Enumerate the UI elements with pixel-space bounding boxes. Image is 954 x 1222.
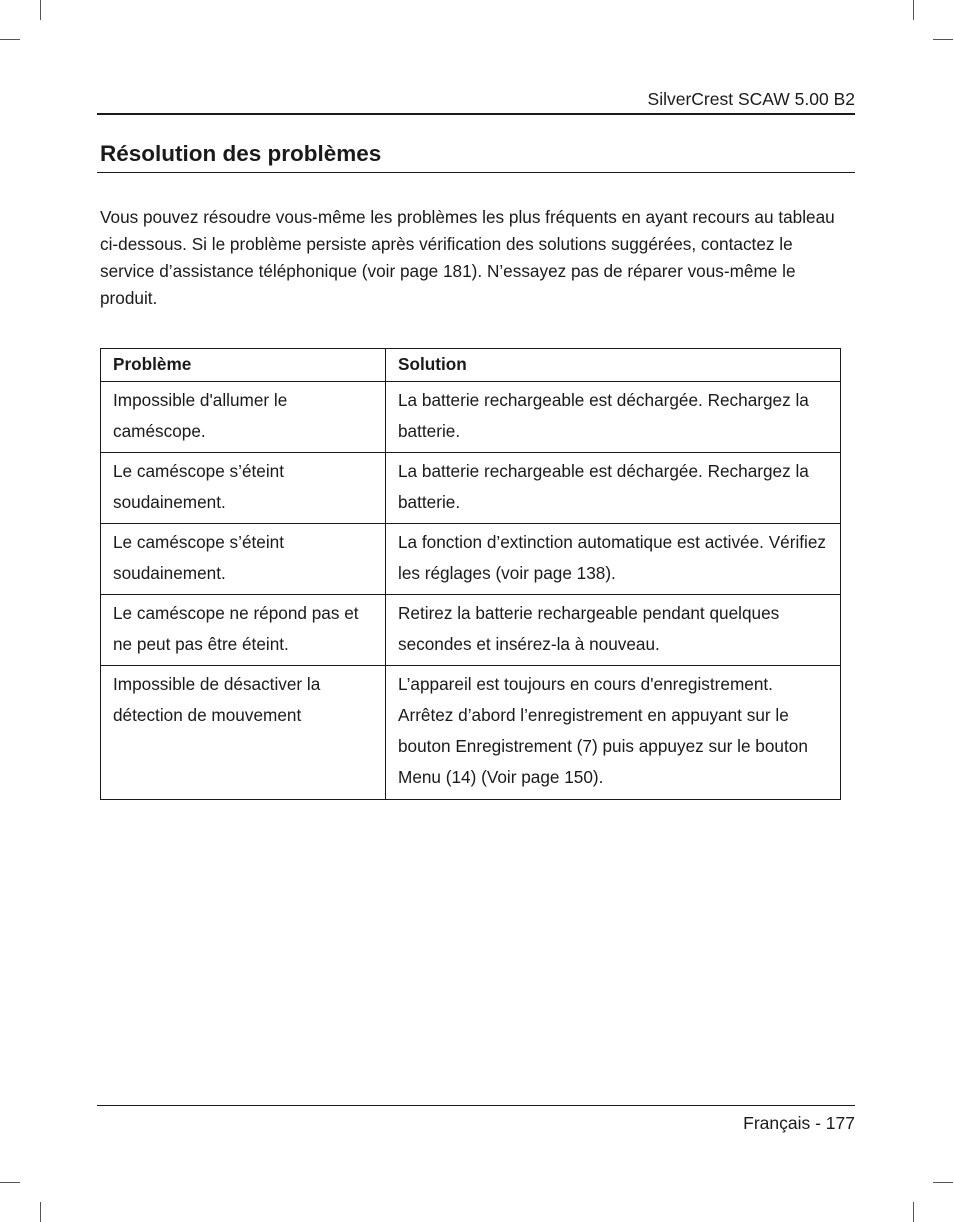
troubleshooting-table [100,348,841,800]
problem-cell: Le caméscope ne répond pas et ne peut pas être éteint. [101,595,386,666]
solution-cell: La batterie rechargeable est déchargée. Rechargez la batterie. [386,382,841,453]
running-footer [97,1105,855,1140]
product-name: SilverCrest SCAW 5.00 B2 [647,89,855,109]
crop-mark-bottom-right [913,1202,914,1222]
problem-cell: Impossible d'allumer le caméscope. [101,382,386,453]
solution-cell: La batterie rechargeable est déchargée. Rechargez la batterie. [386,453,841,524]
problem-cell: Le caméscope s’éteint soudainement. [101,524,386,595]
table-row [101,595,841,666]
table-row [101,524,841,595]
table-row [101,382,841,453]
problem-cell: Impossible de désactiver la détection de mouvement [101,666,386,800]
table-row [101,666,841,800]
intro-paragraph: Vous pouvez résoudre vous-même les problèmes les plus fréquents en ayant recours au tableau ci-dessous. Si le problème persiste après vérification des solutions suggérées, contactez le service d’assistance téléphonique (voir page 181). N’essayez pas de réparer vous-même le produit. [100,207,835,308]
crop-mark-top-right-h [933,39,953,40]
table-row [101,453,841,524]
header-problem: Problème [101,349,386,382]
crop-mark-top-left-h [0,39,20,40]
running-header [97,88,855,115]
page-number: Français - 177 [743,1113,855,1133]
solution-cell: L’appareil est toujours en cours d'enregistrement. Arrêtez d’abord l’enregistrement en appuyant sur le bouton Enregistrement (7) puis appuyez sur le bouton Menu (14) (Voir page 150). [386,666,841,800]
section-title: Résolution des problèmes [97,140,855,173]
solution-cell: La fonction d’extinction automatique est activée. Vérifiez les réglages (voir page 138). [386,524,841,595]
crop-mark-bottom-right-h [933,1182,953,1183]
crop-mark-top-left [40,0,41,20]
header-solution: Solution [386,349,841,382]
crop-mark-top-right [913,0,914,20]
table-header-row [101,349,841,382]
crop-mark-bottom-left [40,1202,41,1222]
crop-mark-bottom-left-h [0,1182,20,1183]
problem-cell: Le caméscope s’éteint soudainement. [101,453,386,524]
solution-cell: Retirez la batterie rechargeable pendant quelques secondes et insérez-la à nouveau. [386,595,841,666]
